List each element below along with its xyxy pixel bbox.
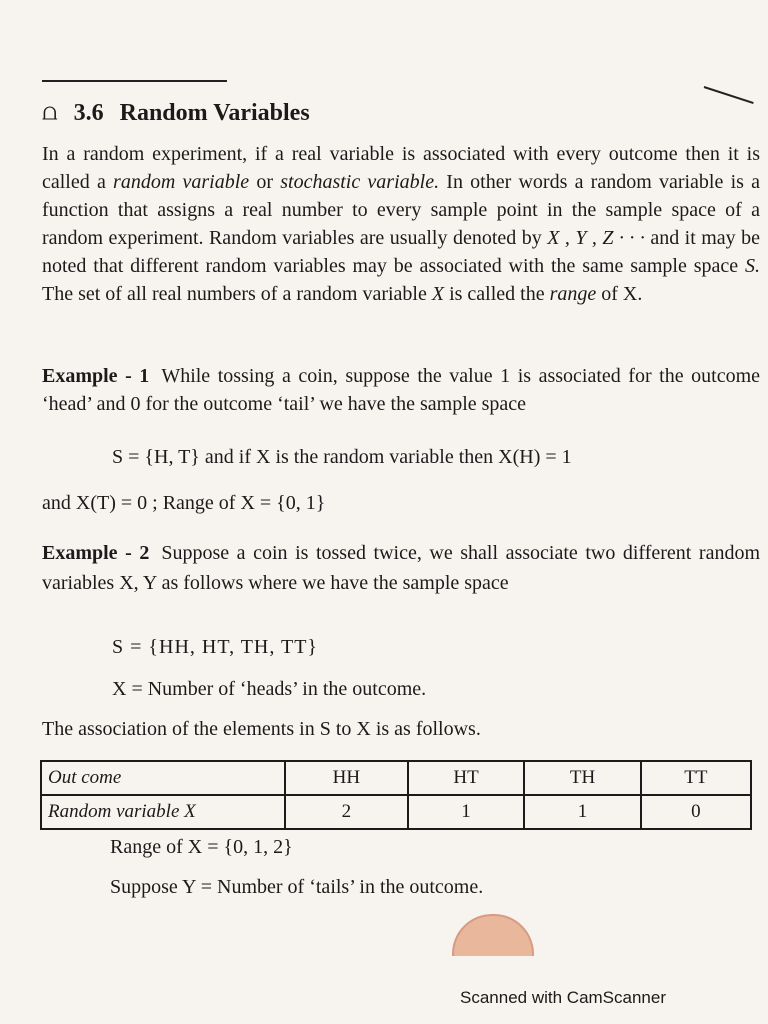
table-cell: 0 <box>641 795 751 829</box>
top-rule <box>42 80 227 82</box>
example-1-sample-space: S = {H, T} and if X is the random variable then X(H) = 1 <box>112 446 572 468</box>
intro-text-4: and it may be noted that different random variables may be associated with the same sample space <box>42 227 760 277</box>
example-1-text: While tossing a coin, suppose the value 1 is associated for the outcome ‘head’ and 0 for the outcome ‘tail’ we have the sample space <box>42 365 761 415</box>
term-random-variable: random variable <box>113 171 250 193</box>
intro-text-1: In a random experiment, if a real variable is associated with every outcome then it is called a <box>42 143 760 193</box>
example-1 <box>42 362 760 418</box>
intro-text-6: is called the <box>444 283 550 305</box>
term-range: range <box>549 283 597 305</box>
example-1-title: Example - 1 <box>42 365 150 387</box>
intro-text-7: of X. <box>596 283 643 305</box>
example-2-sample-space: S = {HH, HT, TH, TT} <box>112 636 319 658</box>
section-number: 3.6 <box>73 100 104 126</box>
table-cell: 1 <box>524 795 640 829</box>
association-table <box>40 760 752 830</box>
example-1-range: and X(T) = 0 ; Range of X = {0, 1} <box>42 492 326 514</box>
table-row <box>41 795 751 829</box>
table-cell: 2 <box>285 795 408 829</box>
sample-space-symbol: S. <box>745 255 760 277</box>
table-cell: TT <box>641 761 751 795</box>
term-stochastic-variable: stochastic variable. <box>280 171 440 193</box>
y-definition: Suppose Y = Number of ‘tails’ in the outcome. <box>110 876 484 898</box>
example-2-text: Suppose a coin is tossed twice, we shall associate two different random variables X, Y as follows where we have the sample space <box>42 542 761 594</box>
table-row <box>41 761 751 795</box>
table-cell: HH <box>285 761 408 795</box>
variable-list: X , Y , Z · · · <box>547 227 645 249</box>
example-2-x-definition: X = Number of ‘heads’ in the outcome. <box>112 678 427 700</box>
section-mark-icon: ⩍ <box>42 100 58 126</box>
corner-rule <box>704 86 754 104</box>
intro-text-2: or <box>249 171 281 193</box>
intro-paragraph <box>42 140 760 308</box>
intro-text-3: In other words a random variable is a function that assigns a real number to every sample point in the sample space of a random experiment. Random variables are usually denoted by <box>42 171 761 249</box>
finger-image <box>452 914 534 956</box>
section-title: Random Variables <box>119 100 310 126</box>
variable-x: X <box>431 283 445 305</box>
table-row-header: Out come <box>41 761 285 795</box>
table-cell: TH <box>524 761 640 795</box>
intro-text-5: The set of all real numbers of a random variable <box>42 283 432 305</box>
table-row-header: Random variable X <box>41 795 285 829</box>
scanner-watermark: Scanned with CamScanner <box>460 988 667 1007</box>
table-cell: HT <box>408 761 524 795</box>
range-of-x: Range of X = {0, 1, 2} <box>110 836 293 858</box>
table-cell: 1 <box>408 795 524 829</box>
association-sentence: The association of the elements in S to X is as follows. <box>42 718 481 740</box>
section-heading <box>42 100 310 127</box>
example-2-title: Example - 2 <box>42 542 150 564</box>
example-2 <box>42 538 760 598</box>
